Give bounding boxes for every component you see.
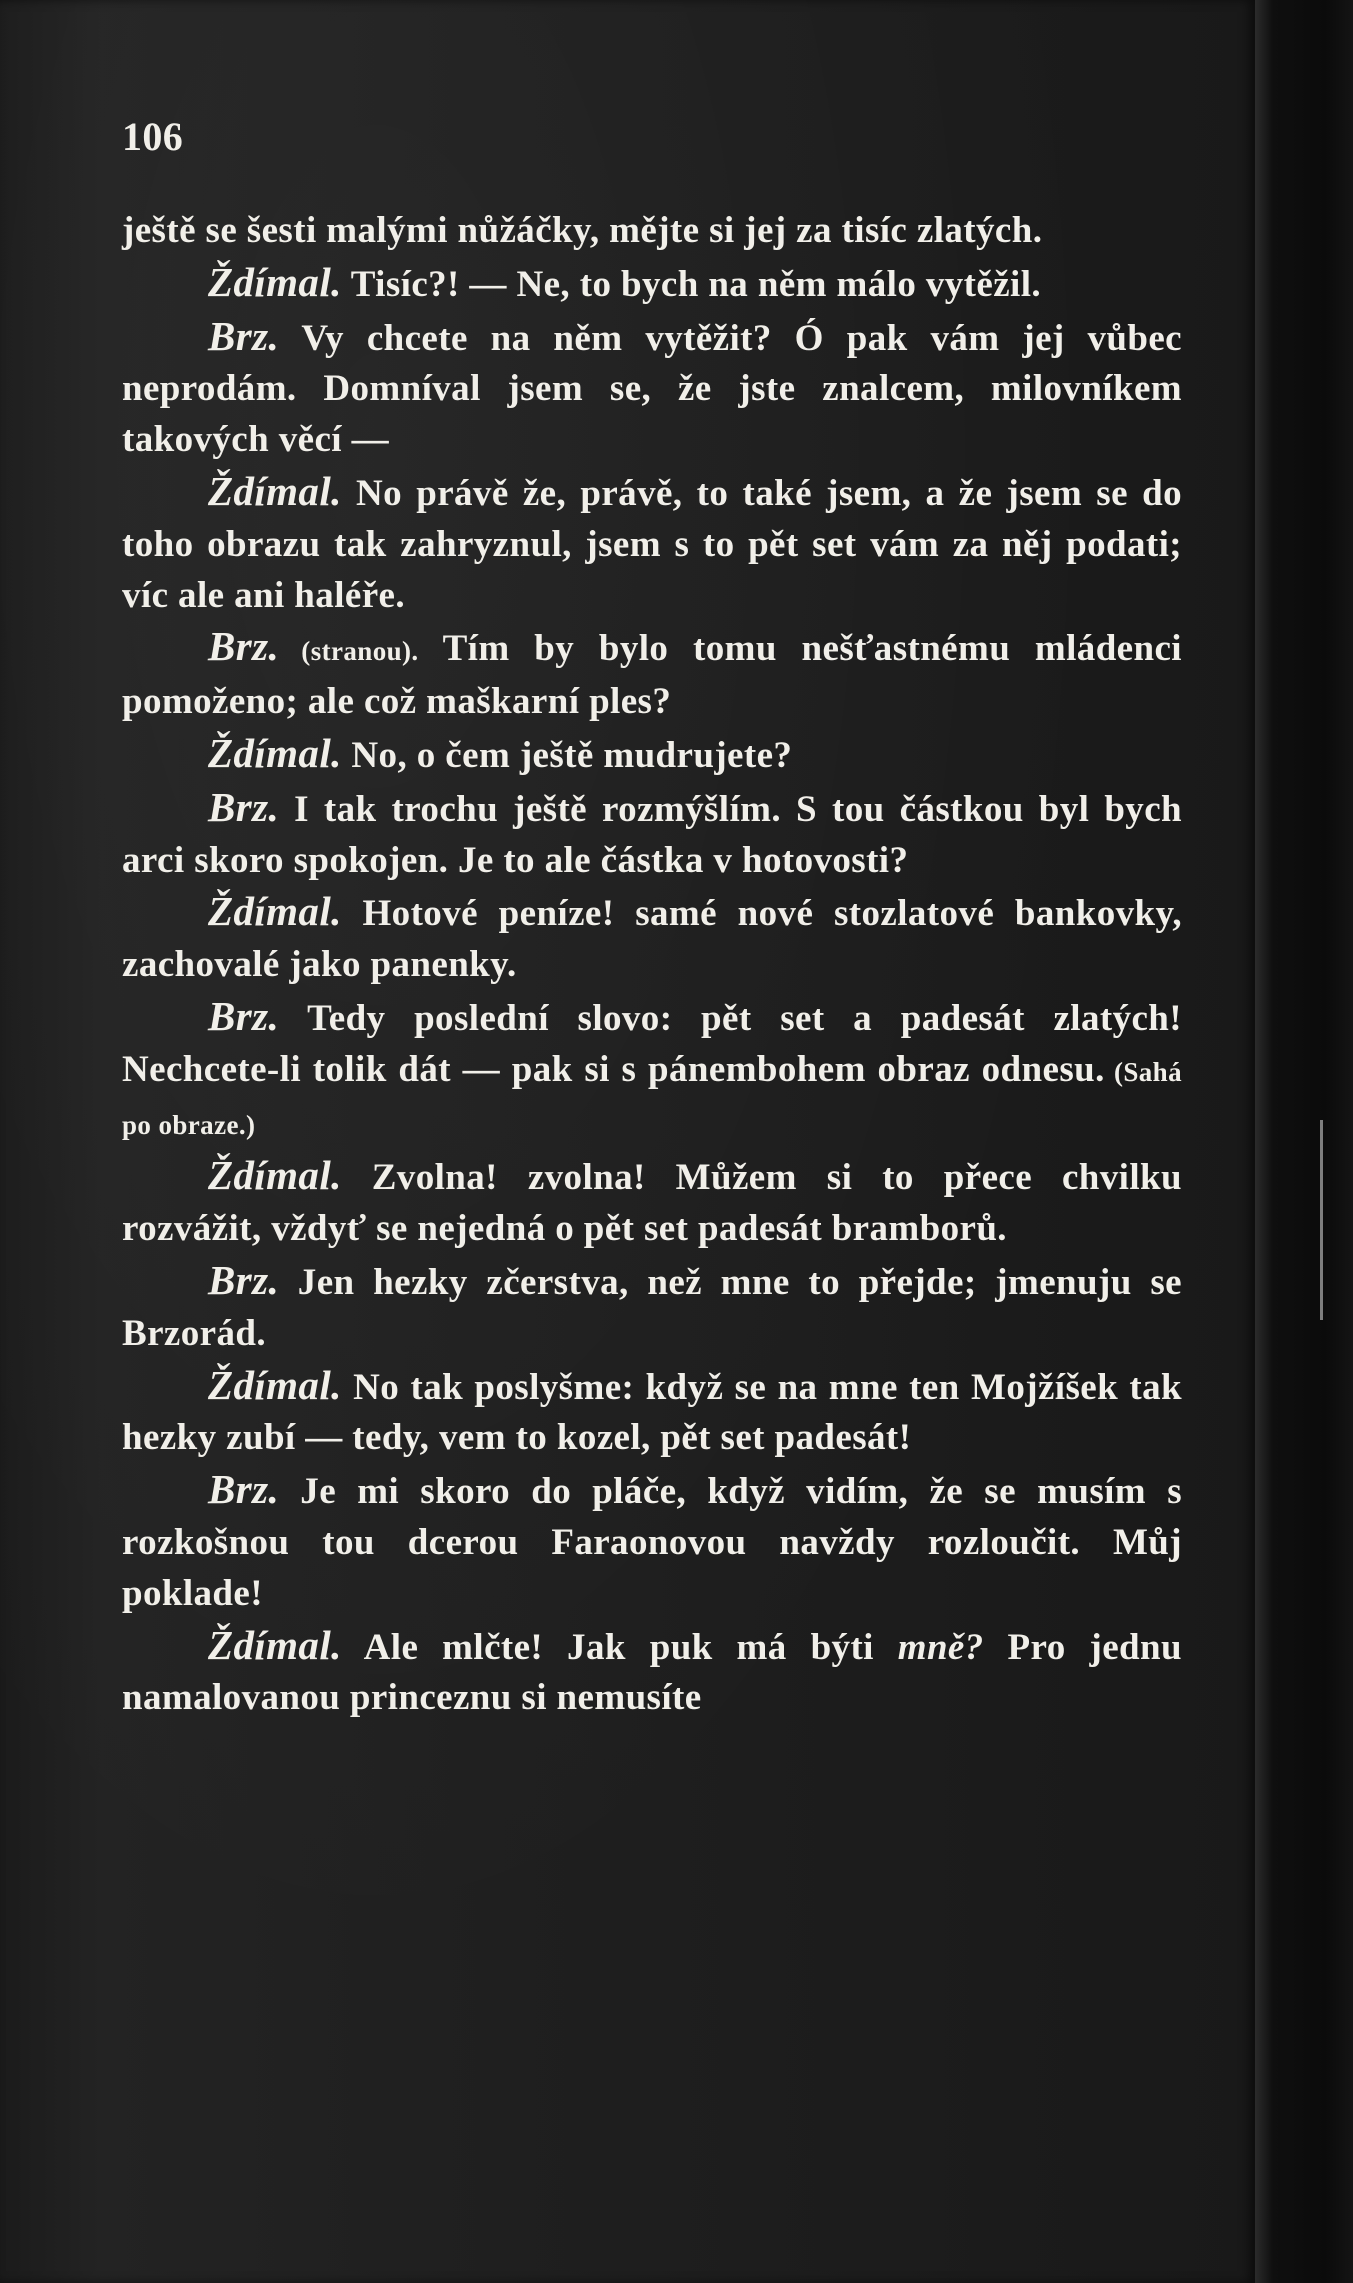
speaker-name: Ždímal.: [208, 1361, 342, 1408]
speaker-name: Ždímal.: [208, 888, 342, 935]
book-gutter: [1255, 0, 1353, 2283]
dialogue-paragraph: [122, 728, 1182, 782]
emphasized-text: mně?: [897, 1626, 984, 1668]
dialogue-text: Vy chcete na něm vytěžit? Ó pak vám jej vůbec neprodám. Domníval jsem se, že jste znalcem, milovníkem takových věcí —: [122, 317, 1182, 461]
page-number: 106: [122, 114, 184, 159]
stage-direction: (Sahá po obraze.): [122, 1056, 1182, 1140]
dialogue-paragraph: [122, 1620, 1182, 1725]
speaker-name: Brz.: [208, 992, 280, 1039]
dialogue-paragraph: [122, 886, 1182, 991]
dialogue-paragraph: [122, 991, 1182, 1150]
speaker-name: Ždímal.: [208, 1152, 342, 1199]
speaker-name: Brz.: [208, 623, 280, 670]
dialogue-text: Tedy poslední slovo: pět set a padesát zlatých! Nechcete-li tolik dát — pak si s pánembohem obraz odnesu.: [122, 997, 1182, 1090]
dialogue-paragraph: [122, 1255, 1182, 1360]
dialogue-paragraph: [122, 782, 1182, 887]
speaker-name: Ždímal.: [208, 1621, 342, 1668]
speaker-name: Brz.: [208, 783, 280, 830]
dialogue-paragraph: [122, 1464, 1182, 1619]
dialogue-text: Hotové peníze! samé nové stozlatové bankovky, zachovalé jako panenky.: [122, 893, 1182, 986]
stage-direction: (stranou).: [279, 636, 419, 667]
dialogue-paragraph: [122, 621, 1182, 728]
dialogue-text: Ale mlčte! Jak puk má býti: [341, 1626, 898, 1668]
dialogue-paragraph: [122, 1150, 1182, 1255]
speaker-name: Ždímal.: [208, 729, 342, 776]
dialogue-text: Jen hezky zčerstva, než mne to přejde; jmenuju se Brzorád.: [122, 1261, 1182, 1354]
dialogue-text: No, o čem ještě mudrujete?: [341, 734, 793, 776]
dialogue-text: No právě že, právě, to také jsem, a že jsem se do toho obrazu tak zahryznul, jsem s to pět set vám za něj podati; víc ale ani haléře.: [122, 472, 1182, 616]
speaker-name: Ždímal.: [208, 258, 342, 305]
dialogue-paragraph: [122, 257, 1182, 311]
dialogue-paragraph: [122, 466, 1182, 621]
dialogue-text: Zvolna! zvolna! Můžem si to přece chvilku rozvážit, vždyť se nejedná o pět set padesát bramborů.: [122, 1157, 1182, 1250]
speaker-name: Brz.: [208, 312, 280, 359]
next-page-edge: [1320, 1120, 1323, 1320]
speaker-name: Ždímal.: [208, 467, 342, 514]
dialogue-paragraph: [122, 206, 1182, 257]
speaker-name: Brz.: [208, 1256, 280, 1303]
dialogue-paragraph: [122, 1360, 1182, 1465]
dialogue-text: Tisíc?! — Ne, to bych na něm málo vytěžil.: [341, 263, 1042, 305]
dialogue-text: Pro jednu namalovanou princeznu si nemusíte: [122, 1626, 1182, 1719]
dialogue-paragraph: [122, 311, 1182, 466]
page-text: [122, 112, 1182, 1724]
dialogue-text: Tím by bylo tomu nešťastnému mládenci pomoženo; ale což maškarní ples?: [122, 628, 1182, 723]
dialogue-text: Je mi skoro do pláče, když vidím, že se musím s rozkošnou tou dcerou Faraonovou navždy rozloučit. Můj poklade!: [122, 1471, 1182, 1614]
dialogue-text: No tak poslyšme: když se na mne ten Mojžíšek tak hezky zubí — tedy, vem to kozel, pět set padesát!: [122, 1366, 1182, 1459]
speaker-name: Brz.: [208, 1466, 280, 1513]
dialogue: [122, 206, 1182, 1724]
dialogue-text: ještě se šesti malými nůžáčky, mějte si jej za tisíc zlatých.: [122, 210, 1043, 251]
dialogue-text: I tak trochu ještě rozmýšlím. S tou částkou byl bych arci skoro spokojen. Je to ale částka v hotovosti?: [122, 788, 1182, 881]
